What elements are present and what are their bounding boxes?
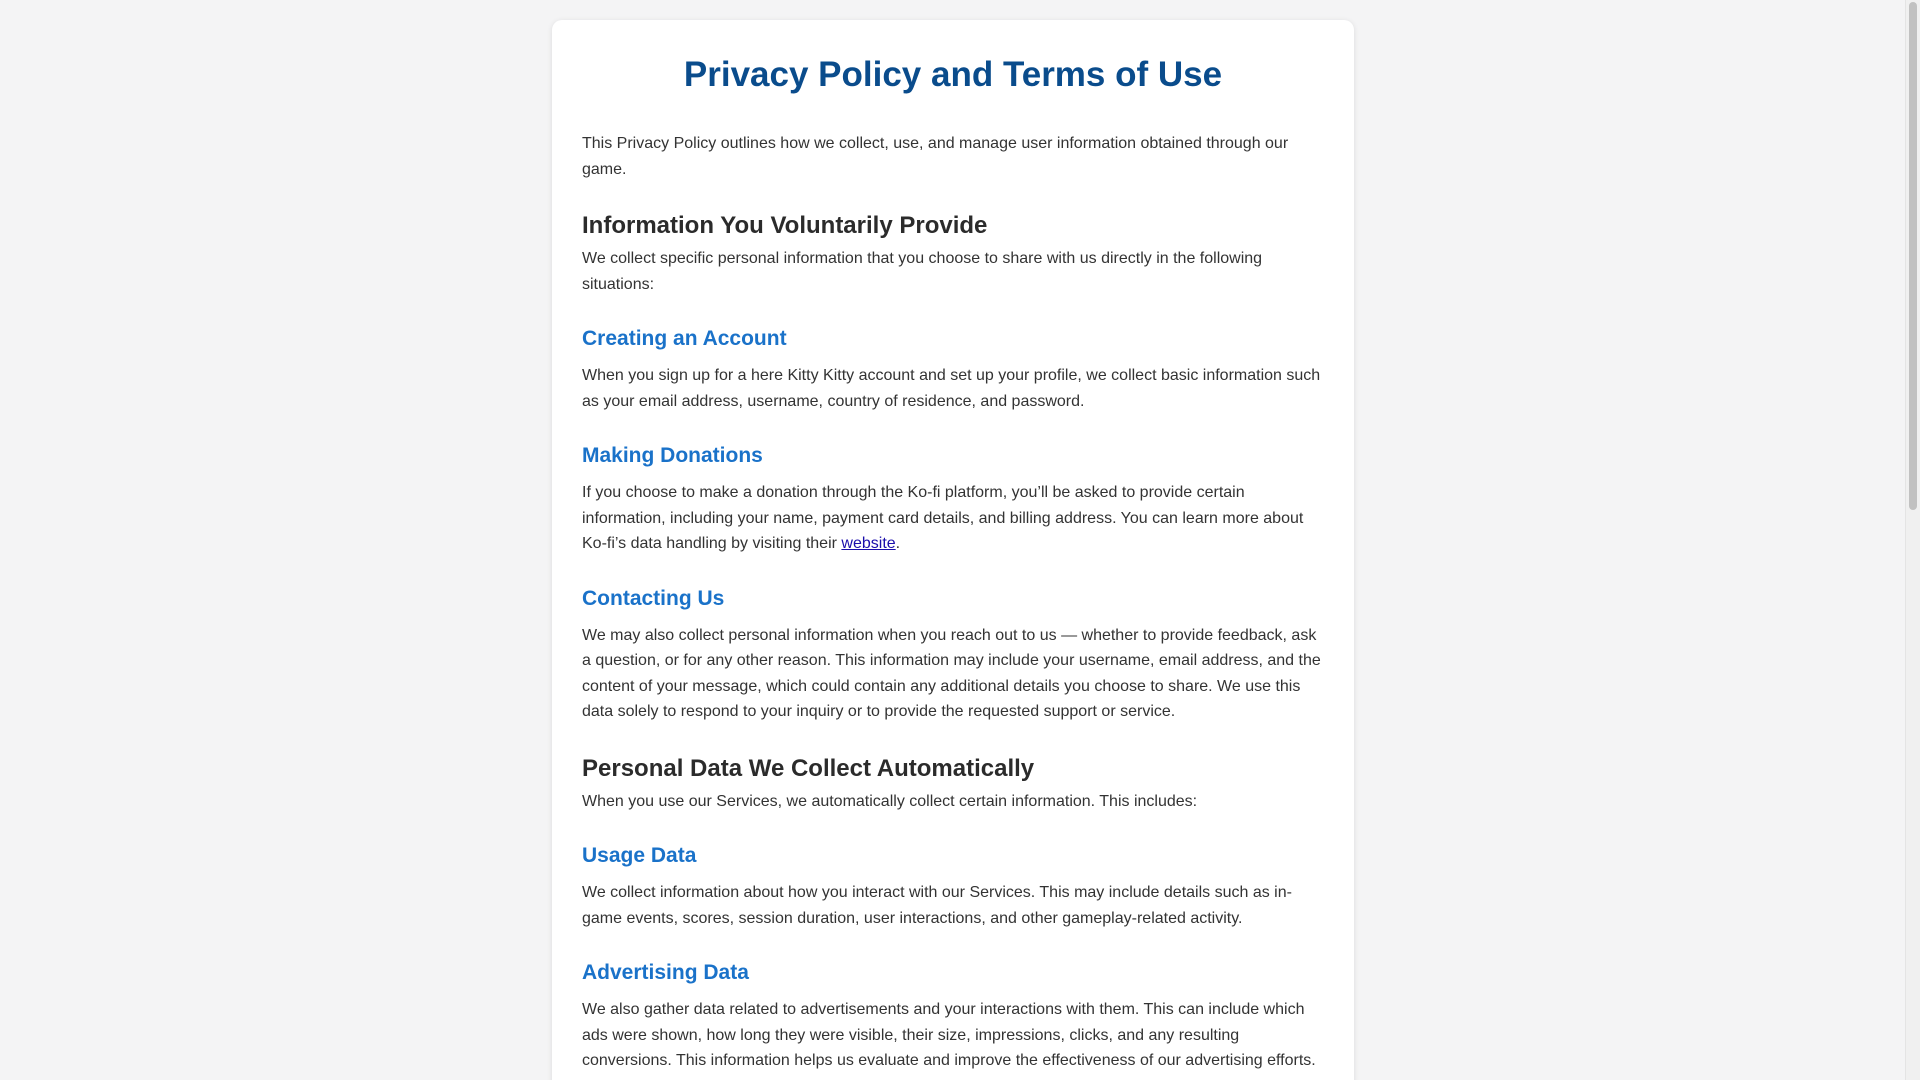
subsection-heading-account: Creating an Account bbox=[582, 327, 787, 350]
subsection-text-usage: We collect information about how you interact with our Services. This may include details such as in-game events, scores, session duration, user interactions, and other gameplay-related activity. bbox=[582, 884, 1292, 927]
section-heading-voluntary: Information You Voluntarily Provide bbox=[582, 212, 988, 239]
page-title: Privacy Policy and Terms of Use bbox=[683, 55, 1223, 94]
subsection-heading-usage: Usage Data bbox=[582, 844, 697, 867]
subsection-heading-advertising: Advertising Data bbox=[582, 961, 749, 984]
section-text-automatic: When you use our Services, we automatically collect certain information. This includes: bbox=[582, 792, 1198, 810]
intro-paragraph: This Privacy Policy outlines how we collect, use, and manage user information obtained through our game. bbox=[582, 135, 1289, 178]
section-text-voluntary: We collect specific personal information that you choose to share with us directly in the following situations: bbox=[582, 250, 1263, 293]
kofi-website-link[interactable]: website bbox=[841, 535, 896, 552]
subsection-text-account: When you sign up for a here Kitty Kitty account and set up your profile, we collect basic information such as your email address, username, country of residence, and password. bbox=[582, 367, 1321, 410]
subsection-heading-contacting: Contacting Us bbox=[582, 586, 725, 610]
donations-text-before: If you choose to make a donation through the Ko-fi platform, you’ll be asked to provide certain information, including your name, payment card details, and billing address. You can learn more about Ko-fi’s data handling by visiting their bbox=[582, 484, 1304, 552]
subsection-text-contacting: We may also collect personal information when you reach out to us — whether to provide feedback, ask a question, or for any other reason. This information may include your username, email address, and the content of your message, which could contain any additional details you choose to share. We use this data solely to respond to your inquiry or to provide the requested support or service. bbox=[582, 626, 1321, 720]
subsection-text-advertising: We also gather data related to advertisements and your interactions with them. This can include which ads were shown, how long they were visible, their size, impressions, clicks, and any resulting conversions. This information helps us evaluate and improve the effectiveness of our advertising efforts. bbox=[582, 1001, 1316, 1069]
scrollbar-thumb[interactable] bbox=[1909, 2, 1917, 510]
policy-card bbox=[552, 20, 1354, 1080]
vertical-scrollbar[interactable] bbox=[1905, 0, 1920, 1080]
section-heading-automatic: Personal Data We Collect Automatically bbox=[582, 754, 1035, 782]
donations-text-after: . bbox=[895, 535, 901, 552]
subsection-heading-donations: Making Donations bbox=[582, 444, 763, 467]
subsection-text-donations bbox=[582, 480, 1324, 557]
